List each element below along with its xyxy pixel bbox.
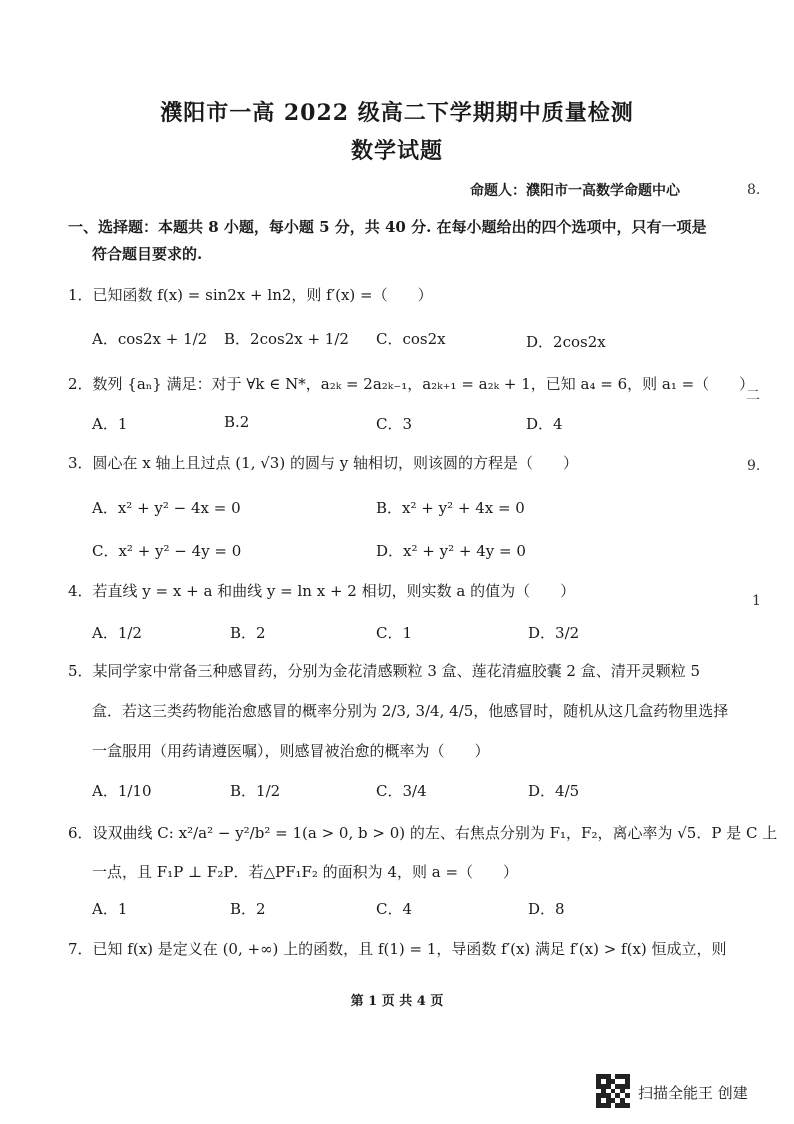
question-1-stem: 1．已知函数 f(x) = sin2x + ln2，则 f′(x) =（ ） xyxy=(68,286,433,304)
q4-option-c: C．1 xyxy=(376,624,413,642)
q6-option-b: B．2 xyxy=(230,900,266,918)
question-2-stem: 2．数列 {aₙ} 满足：对于 ∀k ∈ N*，a₂ₖ = 2a₂ₖ₋₁，a₂ₖ₊₁ = a₂ₖ + 1，已知 a₄ = 6，则 a₁ =（ ） xyxy=(68,375,755,393)
question-7-stem: 7．已知 f(x) 是定义在 (0, +∞) 上的函数，且 f(1) = 1，导函数 f′(x) 满足 f′(x) > f(x) 恒成立，则 xyxy=(68,940,727,958)
margin-mark: 8. xyxy=(747,182,761,198)
q1-option-b: B．2cos2x + 1/2 xyxy=(224,330,349,348)
q3-option-b: B．x² + y² + 4x = 0 xyxy=(376,499,525,517)
q3-option-a: A．x² + y² − 4x = 0 xyxy=(92,499,241,517)
q2-option-b: B.2 xyxy=(224,413,250,431)
question-5-stem-line3: 一盒服用（用药请遵医嘱），则感冒被治愈的概率为（ ） xyxy=(92,742,490,760)
question-5-stem-line1: 5．某同学家中常备三种感冒药，分别为金花清感颗粒 3 盒、莲花清瘟胶囊 2 盒、清开灵颗粒 5 xyxy=(68,662,701,680)
qr-code-icon xyxy=(596,1074,630,1108)
section-heading: 一、选择题：本题共 8 小题，每小题 5 分，共 40 分. 在每小题给出的四个选项中，只有一项是 xyxy=(68,218,707,236)
q6-option-a: A．1 xyxy=(92,900,128,918)
q6-option-c: C．4 xyxy=(376,900,413,918)
q5-option-c: C．3/4 xyxy=(376,782,427,800)
q4-option-b: B．2 xyxy=(230,624,266,642)
margin-mark: 1 xyxy=(752,593,761,609)
margin-mark: 9. xyxy=(747,458,761,474)
q1-option-c: C．cos2x xyxy=(376,330,446,348)
page-title: 濮阳市一高 2022 级高二下学期期中质量检测 xyxy=(160,100,634,126)
q4-option-a: A．1/2 xyxy=(92,624,142,642)
q1-option-a: A．cos2x + 1/2 xyxy=(92,330,208,348)
author-line: 命题人：濮阳市一高数学命题中心 xyxy=(470,183,680,199)
question-6-stem-line2: 一点，且 F₁P ⊥ F₂P．若△PF₁F₂ 的面积为 4，则 a =（ ） xyxy=(92,863,519,881)
page-subtitle: 数学试题 xyxy=(350,138,443,164)
page-number: 第 1 页 共 4 页 xyxy=(350,994,444,1009)
question-4-stem: 4．若直线 y = x + a 和曲线 y = ln x + 2 相切，则实数 a 的值为（ ） xyxy=(68,582,576,600)
q5-option-b: B．1/2 xyxy=(230,782,281,800)
q2-option-d: D．4 xyxy=(526,415,563,433)
q2-option-c: C．3 xyxy=(376,415,413,433)
q5-option-a: A．1/10 xyxy=(92,782,152,800)
q3-option-c: C．x² + y² − 4y = 0 xyxy=(92,542,242,560)
q6-option-d: D．8 xyxy=(528,900,565,918)
q4-option-d: D．3/2 xyxy=(528,624,580,642)
q3-option-d: D．x² + y² + 4y = 0 xyxy=(376,542,526,560)
scanner-watermark: 扫描全能王 创建 xyxy=(638,1084,748,1102)
question-5-stem-line2: 盒．若这三类药物能治愈感冒的概率分别为 2/3, 3/4, 4/5，他感冒时，随机从这几盒药物里选择 xyxy=(92,702,729,720)
question-3-stem: 3．圆心在 x 轴上且过点 (1, √3) 的圆与 y 轴相切，则该圆的方程是（ ） xyxy=(68,454,578,472)
q5-option-d: D．4/5 xyxy=(528,782,580,800)
margin-mark: 二 xyxy=(746,388,760,404)
q2-option-a: A．1 xyxy=(92,415,128,433)
q1-option-d: D．2cos2x xyxy=(526,333,606,351)
question-6-stem-line1: 6．设双曲线 C: x²/a² − y²/b² = 1(a > 0, b > 0) 的左、右焦点分别为 F₁，F₂，离心率为 √5．P 是 C 上 xyxy=(68,824,778,842)
section-heading-cont: 符合题目要求的. xyxy=(92,245,203,263)
